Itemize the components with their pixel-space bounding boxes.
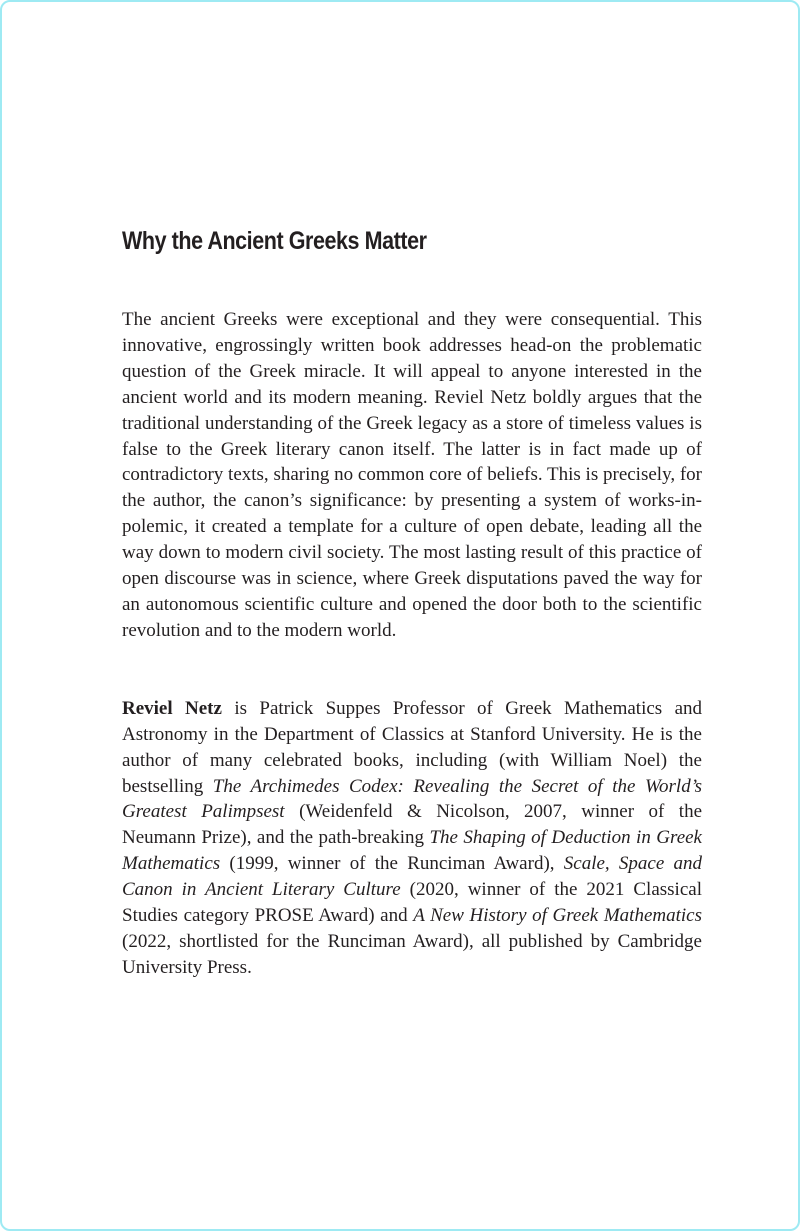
book-title-scale-space-canon: Scale, Space and Canon in Ancient Literary Culture: [122, 853, 702, 901]
bio-text: (Weidenfeld & Nicolson, 2007, winner of the Neumann Prize), and the path-breaking: [122, 801, 702, 849]
bio-text: (1999, winner of the Runciman Award),: [220, 853, 564, 875]
author-name: Reviel Netz: [122, 697, 222, 719]
bio-text: (2020, winner of the 2021 Classical Studies category PROSE Award) and: [122, 879, 702, 927]
book-title: Why the Ancient Greeks Matter: [122, 227, 427, 255]
book-title-archimedes-codex: The Archimedes Codex: Revealing the Secret of the World’s Greatest Palimpsest: [122, 775, 702, 823]
page-content: [122, 225, 702, 981]
bio-text: (2022, shortlisted for the Runciman Award), all published by Cambridge University Press.: [122, 930, 702, 978]
author-biography: [122, 696, 702, 981]
bio-text: is Patrick Suppes Professor of Greek Mathematics and Astronomy in the Department of Classics at Stanford University. He is the author of many celebrated books, including (with William Noel) the bestselling: [122, 697, 703, 797]
book-description: The ancient Greeks were exceptional and they were consequential. This innovative, engrossingly written book addresses head-on the problematic question of the Greek miracle. It will appeal to anyone interested in the ancient world and its modern meaning. Reviel Netz boldly argues that the traditional understanding of the Greek legacy as a store of timeless values is false to the Greek literary canon itself. The latter is in fact made up of contradictory texts, sharing no common core of beliefs. This is precisely, for the author, the canon’s significance: by presenting a system of works-in-polemic, it created a template for a culture of open debate, leading all the way down to modern civil society. The most lasting result of this practice of open discourse was in science, where Greek disputations paved the way for an autonomous scientific culture and opened the door both to the scientific revolution and to the modern world.: [122, 309, 702, 641]
book-title-shaping-of-deduction: The Shaping of Deduction in Greek Mathematics: [122, 827, 702, 875]
book-title-new-history: A New History of Greek Mathematics: [413, 905, 702, 927]
